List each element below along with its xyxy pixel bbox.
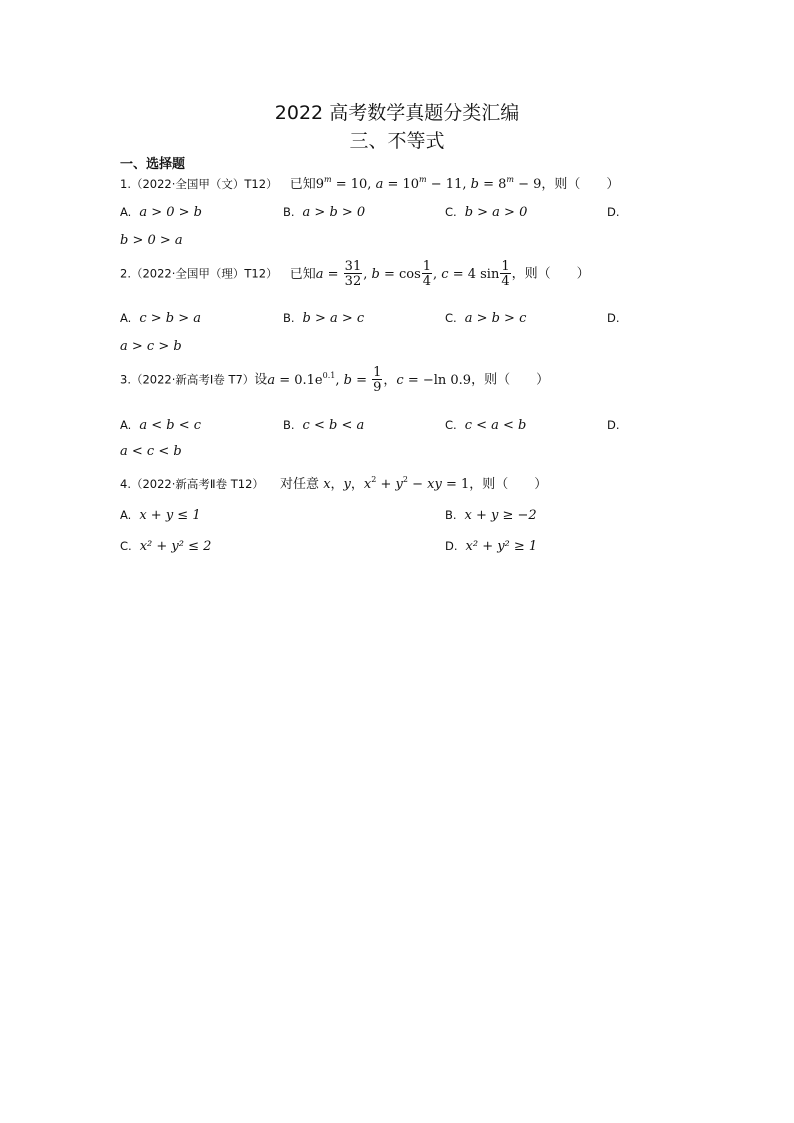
math-expression: $9^m = 10$, $a = 10^m - 11$, $b = 8^m - 9$ xyxy=(315,175,542,192)
option-a[interactable]: A. a > 0 > b xyxy=(120,205,202,220)
question-3 xyxy=(120,366,549,394)
question-source: （2022·新高考Ⅱ卷 T12） xyxy=(130,477,264,491)
option-b[interactable]: B. b > a > c xyxy=(283,311,365,326)
question-number: 3. xyxy=(120,372,131,387)
question-source: （2022·全国甲（理）T12） xyxy=(130,266,278,281)
option-a[interactable]: A. c > b > a xyxy=(120,311,201,326)
question-source: （2022·新高考Ⅰ卷 T7） xyxy=(130,372,255,387)
option-b[interactable]: B. x + y ≥ −2 xyxy=(445,508,537,523)
option-b[interactable]: B. a > b > 0 xyxy=(283,205,366,220)
question-number: 2. xyxy=(120,266,131,281)
question-number: 4. xyxy=(120,477,131,491)
question-source: （2022·全国甲（文）T12） xyxy=(130,177,278,191)
option-b[interactable]: B. c < b < a xyxy=(283,418,365,433)
document-title: 2022 高考数学真题分类汇编 xyxy=(274,102,520,124)
question-prefix: 对任意 xyxy=(280,477,320,492)
question-suffix: ，则（ ） xyxy=(471,372,550,388)
option-c[interactable]: C. c < a < b xyxy=(445,418,527,433)
option-d[interactable]: D. xyxy=(607,418,620,432)
question-prefix: 已知 xyxy=(289,266,316,282)
question-prefix: 已知 xyxy=(289,177,316,192)
option-d-text: a > c > b xyxy=(120,339,182,354)
option-c[interactable]: C. x² + y² ≤ 2 xyxy=(120,539,212,554)
option-c[interactable]: C. b > a > 0 xyxy=(445,205,528,220)
option-a[interactable]: A. x + y ≤ 1 xyxy=(120,508,201,523)
option-a[interactable]: A. a < b < c xyxy=(120,418,201,433)
option-d[interactable]: D. xyxy=(607,311,620,325)
question-1 xyxy=(120,173,619,192)
question-suffix: ，则（ ） xyxy=(469,477,548,492)
option-d[interactable]: D. x² + y² ≥ 1 xyxy=(445,539,538,554)
section-heading: 一、选择题 xyxy=(120,157,186,172)
option-c[interactable]: C. a > b > c xyxy=(445,311,527,326)
math-expression: x，y，$x^2 + y^2$ − xy = 1 xyxy=(323,475,470,492)
question-2 xyxy=(120,260,590,288)
option-d-text: a < c < b xyxy=(120,444,182,459)
question-prefix: 设 xyxy=(254,372,268,388)
question-4 xyxy=(120,473,547,492)
question-suffix: ，则（ ） xyxy=(511,266,590,282)
math-expression: a = $\frac{31}{32}$ , b = cos $\frac{1}{4}$ , c = 4 sin $\frac{1}{4}$ xyxy=(315,259,510,289)
question-number: 1. xyxy=(120,177,131,191)
option-d-text: b > 0 > a xyxy=(120,233,183,248)
document-subtitle: 三、不等式 xyxy=(349,130,445,152)
math-expression: $a = 0.1e^{0.1}$, b = $\frac{1}{9}$ ，c = −ln 0.9 xyxy=(267,365,472,395)
question-suffix: ，则（ ） xyxy=(541,177,620,192)
option-d[interactable]: D. xyxy=(607,205,620,219)
